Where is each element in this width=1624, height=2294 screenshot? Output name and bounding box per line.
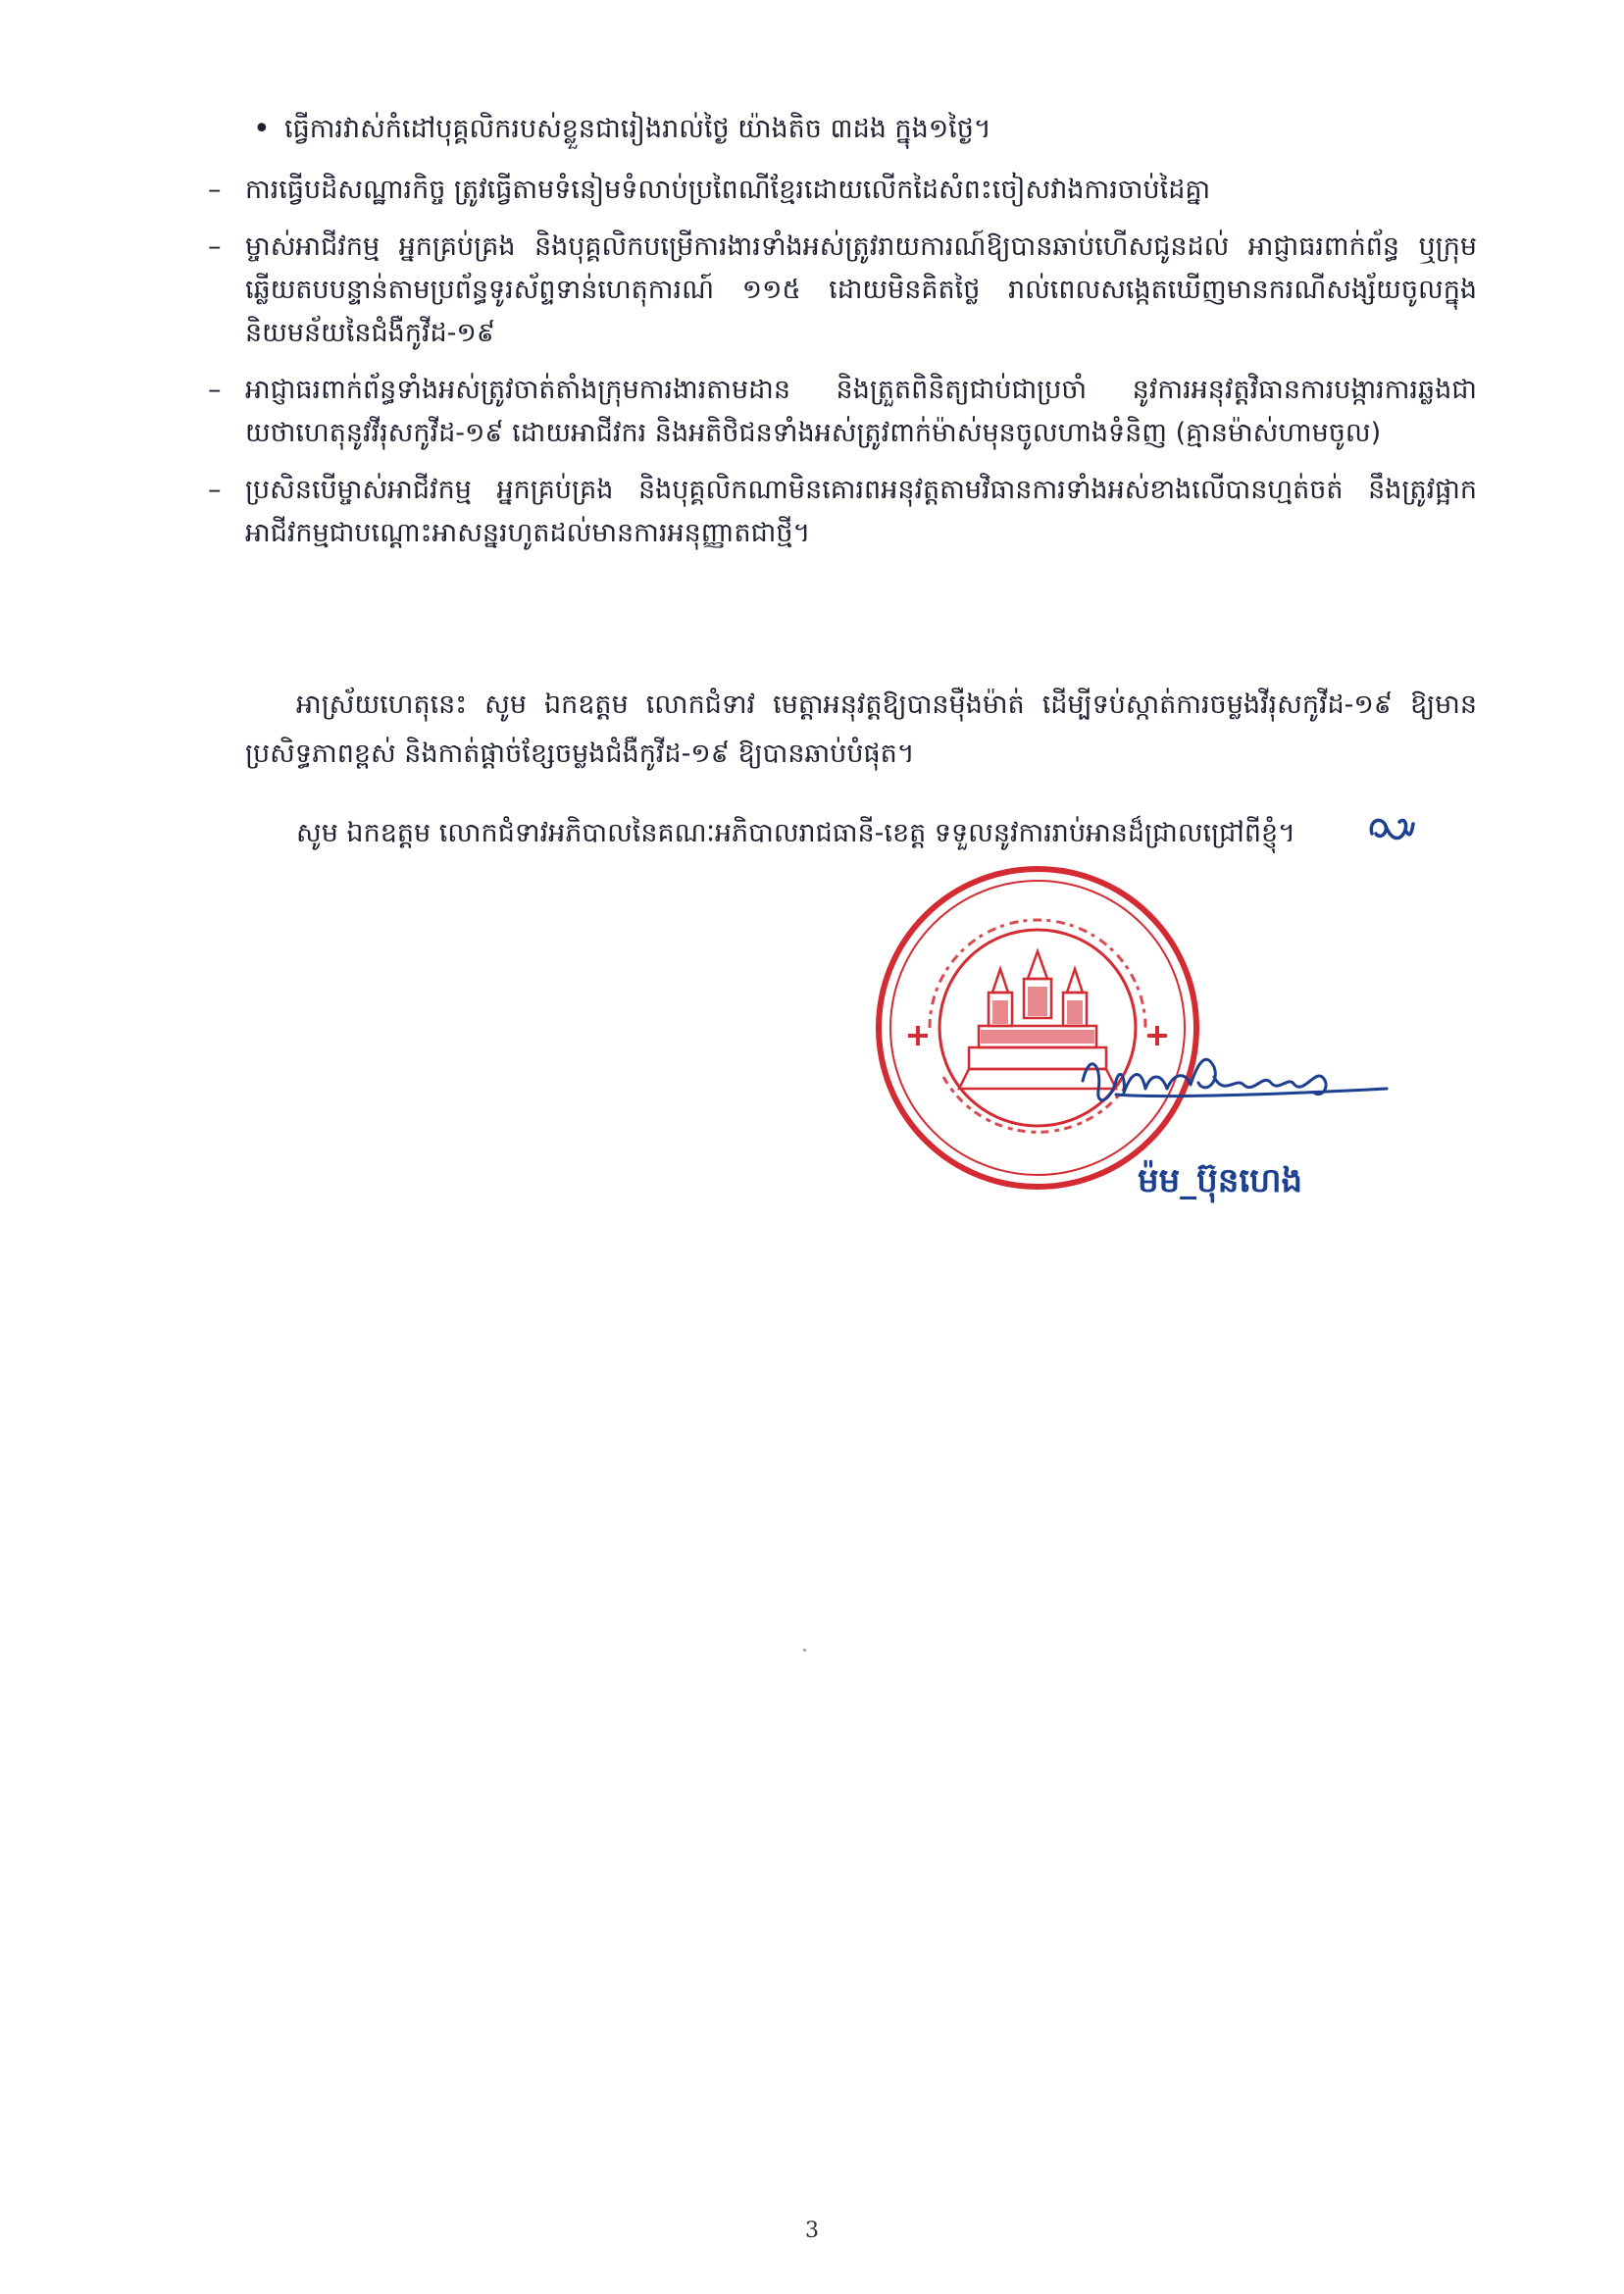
dash-marker: – <box>208 175 222 205</box>
signer-name: ម៉ម_ប៊ុនហេង <box>1138 1161 1303 1200</box>
dash-marker: – <box>208 475 222 505</box>
list-item-text: ប្រសិនបើម្ចាស់អាជីវកម្ម អ្នកគ្រប់គ្រង និងបុគ្គលិកណាមិនគោរពអនុវត្តតាមវិធានការទាំងអស់ខាងលើបានហ្មត់ចត់ នឹងត្រូវផ្អាកអាជីវកម្មជាបណ្តោះអាសន្នរហូតដល់មានការអនុញ្ញាតជាថ្មី។ <box>245 475 1477 548</box>
handwritten-initial-icon <box>1313 812 1415 864</box>
scan-speck <box>803 1649 806 1652</box>
list-item <box>0 108 1624 151</box>
list-item <box>0 369 1624 455</box>
list-item-text: ធ្វើការវាស់កំដៅបុគ្គលិករបស់ខ្លួនជារៀងរាល់ថ្ងៃ យ៉ាងតិច ៣ដង ក្នុង១ថ្ងៃ។ <box>284 114 991 144</box>
page-number: 3 <box>805 2218 819 2243</box>
official-seal-icon <box>871 861 1204 1195</box>
dash-marker: – <box>208 375 222 405</box>
list-item <box>0 469 1624 555</box>
closing-text: សូម ឯកឧត្តម លោកជំទាវអភិបាលនៃគណៈអភិបាលរាជធានី-ខេត្ត ទទួលនូវការរាប់អានដ៏ជ្រាលជ្រៅពីខ្ញុំ។ <box>296 818 1295 848</box>
dash-marker: – <box>208 231 222 262</box>
list-item-text: ការធ្វើបដិសណ្ឋារកិច្ច ត្រូវធ្វើតាមទំនៀមទំលាប់ប្រពៃណីខ្មែរដោយលើកដៃសំពះចៀសវាងការចាប់ដៃគ្នា <box>245 175 1211 205</box>
request-paragraph: អាស្រ័យហេតុនេះ សូម ឯកឧត្តម លោកជំទាវ មេត្តាអនុវត្តឱ្យបានម៉ឺងម៉ាត់ ដើម្បីទប់ស្កាត់ការចម្លងវីរុសកូវីដ-១៩ ឱ្យមានប្រសិទ្ធភាពខ្ពស់ និងកាត់ផ្តាច់ខ្សែចម្លងជំងឺកូវីដ-១៩ ឱ្យបានឆាប់បំផុត។ <box>245 689 1477 769</box>
closing-paragraph <box>245 809 1477 864</box>
list-item-text: ម្ចាស់អាជីវកម្ម អ្នកគ្រប់គ្រង និងបុគ្គលិកបម្រើការងារទាំងអស់ត្រូវរាយការណ៍ឱ្យបានឆាប់ហើសជូនដល់ អាជ្ញាធរពាក់ព័ន្ធ ឬក្រុមឆ្លើយតបបន្ទាន់តាមប្រព័ន្ធទូរស័ព្ទទាន់ហេតុការណ៍ ១១៥ ដោយមិនគិតថ្លៃ រាល់ពេលសង្កេតឃើញមានករណីសង្ស័យចូលក្នុងនិយមន័យនៃជំងឺកូវីដ-១៩ <box>245 231 1477 348</box>
list-item <box>0 226 1624 355</box>
list-item <box>0 169 1624 212</box>
bullet-marker: • <box>253 112 271 146</box>
list-item-text: អាជ្ញាធរពាក់ព័ន្ធទាំងអស់ត្រូវចាត់តាំងក្រុមការងារតាមដាន និងត្រួតពិនិត្យជាប់ជាប្រចាំ នូវការអនុវត្តវិធានការបង្ការការឆ្លងជាយថាហេតុនូវវីរុសកូវីដ-១៩ ដោយអាជីវករ និងអតិថិជនទាំងអស់ត្រូវពាក់ម៉ាស់មុនចូលហាងទំនិញ (គ្មានម៉ាស់ហាមចូល) <box>245 375 1477 448</box>
measures-list <box>0 108 1624 569</box>
signature-icon <box>1077 1038 1391 1132</box>
